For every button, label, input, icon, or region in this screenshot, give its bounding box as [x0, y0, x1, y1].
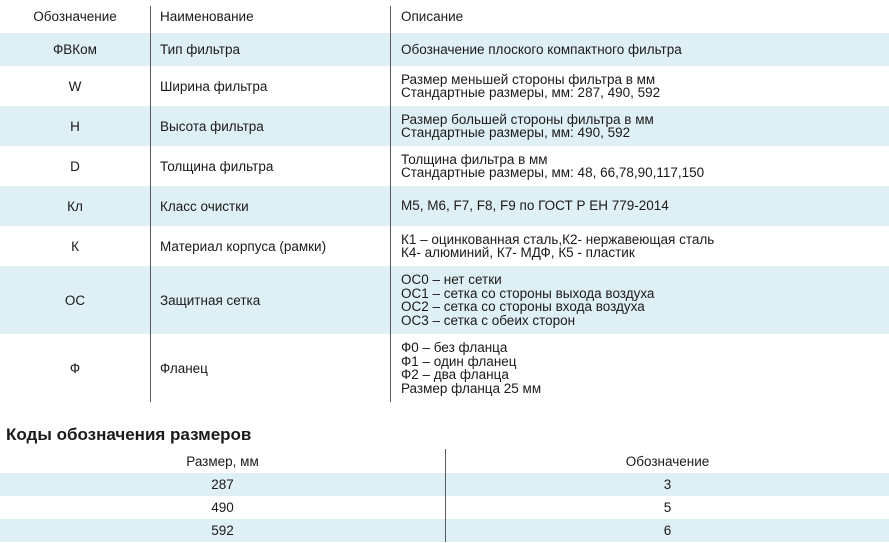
description-line: ОС1 – сетка со стороны выхода воздуха [401, 285, 655, 301]
table-row [0, 226, 889, 266]
description-line: Ф0 – без фланца [401, 340, 508, 355]
size-value: 287 [211, 477, 234, 492]
size-value: 592 [211, 523, 234, 538]
row-code: ОС [64, 292, 86, 308]
column-divider [445, 449, 446, 542]
row-description [401, 106, 881, 146]
row-description [401, 66, 881, 106]
row-description [401, 146, 881, 186]
column-divider [150, 6, 151, 402]
section-title: Коды обозначения размеров [6, 425, 252, 444]
row-code: К [71, 238, 79, 254]
row-code: ФВКом [53, 42, 97, 57]
row-code: H [70, 118, 80, 134]
description-line: Стандартные размеры, мм: 287, 490, 592 [401, 85, 661, 100]
table-row [0, 33, 889, 66]
description-line: ОС3 – сетка с обеих сторон [401, 312, 576, 328]
size-code: 5 [663, 500, 672, 515]
description-line: Толщина фильтра в мм [401, 151, 548, 167]
size-codes-table [0, 449, 889, 542]
table-row [0, 186, 889, 226]
row-code: W [68, 78, 82, 94]
size-value: 490 [211, 500, 234, 515]
row-name: Толщина фильтра [160, 158, 274, 174]
description-line: Обозначение плоского компактного фильтра [401, 41, 682, 57]
row-name: Защитная сетка [160, 292, 261, 308]
table-row [0, 334, 889, 402]
row-code: D [70, 158, 80, 174]
table-row [0, 106, 889, 146]
table-row [0, 66, 889, 106]
row-description [401, 266, 881, 334]
header-designation: Обозначение [625, 453, 710, 469]
row-description [401, 33, 881, 66]
header-description: Описание [401, 8, 464, 24]
description-line: Стандартные размеры, мм: 48, 66,78,90,117,150 [401, 165, 705, 180]
table-row [0, 266, 889, 334]
description-line: Стандартные размеры, мм: 490, 592 [401, 125, 631, 140]
table-row [0, 146, 889, 186]
description-line: К4- алюминий, К7- МДФ, К5 - пластик [401, 245, 635, 260]
description-line: Ф2 – два фланца [401, 367, 509, 382]
size-code: 3 [663, 477, 672, 492]
description-line: К1 – оцинкованная сталь,К2- нержавеющая сталь [401, 231, 715, 247]
description-line: Размер фланца 25 мм [401, 380, 542, 396]
row-name: Фланец [160, 360, 208, 376]
row-code: Кл [67, 198, 83, 214]
row-name: Материал корпуса (рамки) [160, 238, 327, 254]
table-header-row [0, 0, 889, 33]
row-description [401, 334, 881, 402]
row-name: Ширина фильтра [160, 78, 268, 94]
header-name: Наименование [160, 9, 254, 24]
description-line: ОС2 – сетка со стороны входа воздуха [401, 299, 645, 314]
row-name: Высота фильтра [160, 118, 264, 134]
row-description [401, 186, 881, 226]
column-divider [390, 6, 391, 402]
row-name: Класс очистки [160, 198, 249, 214]
description-line: Размер большей стороны фильтра в мм [401, 111, 654, 127]
row-description [401, 226, 881, 266]
description-line: Ф1 – один фланец [401, 353, 517, 369]
header-code: Обозначение [33, 9, 117, 24]
description-line: Размер меньшей стороны фильтра в мм [401, 71, 656, 87]
row-name: Тип фильтра [160, 42, 240, 57]
description-line: М5, М6, F7, F8, F9 по ГОСТ Р ЕН 779-2014 [401, 198, 669, 214]
row-code: Ф [69, 360, 81, 376]
header-size: Размер, мм [186, 453, 259, 469]
description-line: ОС0 – нет сетки [401, 272, 502, 287]
size-code: 6 [663, 523, 672, 538]
